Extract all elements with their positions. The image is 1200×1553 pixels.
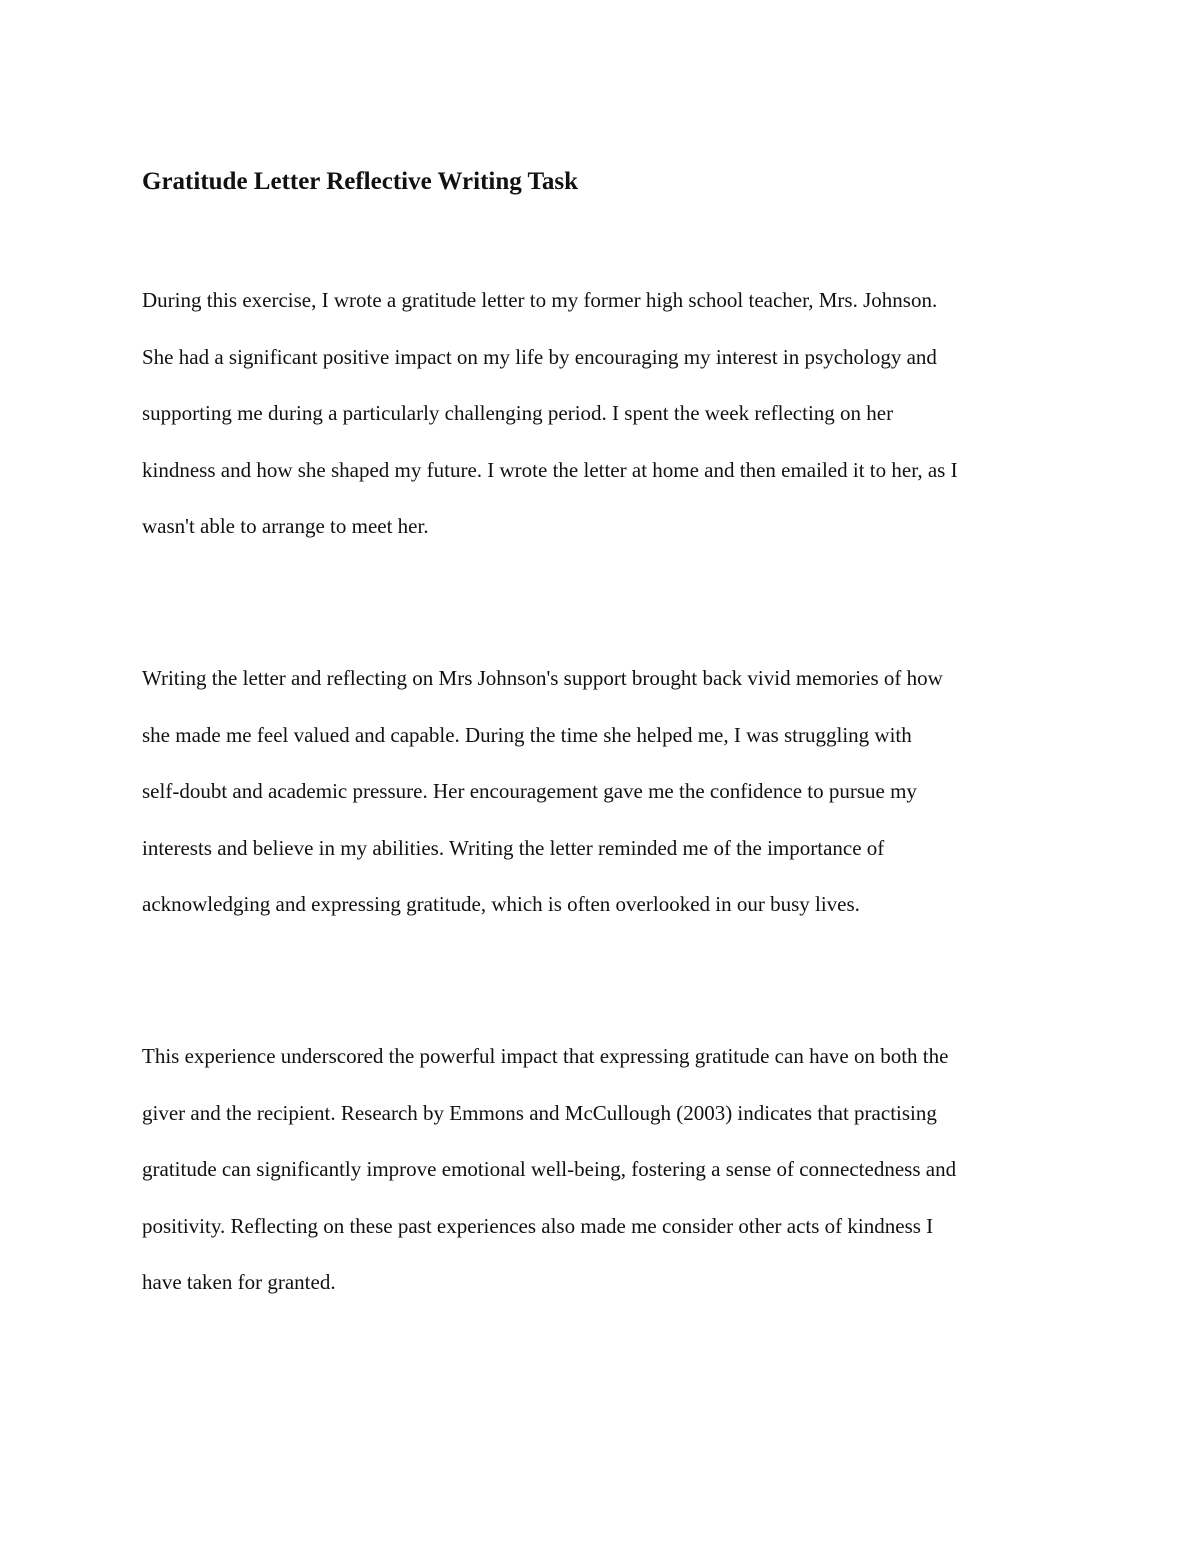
text-line: She had a significant positive impact on my life by encouraging my interest in psychology and — [142, 344, 937, 369]
text-line: gratitude can significantly improve emotional well-being, fostering a sense of connectedness and — [142, 1157, 957, 1181]
text-line: positivity. Reflecting on these past experiences also made me consider other acts of kindness I — [142, 1213, 934, 1238]
text-line: self-doubt and academic pressure. Her encouragement gave me the confidence to pursue my — [142, 779, 917, 803]
text-line: supporting me during a particularly challenging period. I spent the week reflecting on her — [142, 401, 894, 425]
text-line: During this exercise, I wrote a gratitude letter to my former high school teacher, Mrs. Johnson. — [142, 288, 938, 312]
text-line: giver and the recipient. Research by Emmons and McCullough (2003) indicates that practising — [142, 1100, 937, 1125]
text-line: This experience underscored the powerful impact that expressing gratitude can have on both the — [142, 1044, 949, 1068]
paragraph-1 — [142, 272, 1082, 555]
text-line: Writing the letter and reflecting on Mrs Johnson's support brought back vivid memories of how — [142, 666, 943, 690]
paragraph-3 — [142, 1028, 1082, 1311]
text-line: she made me feel valued and capable. During the time she helped me, I was struggling with — [142, 722, 912, 747]
text-line: interests and believe in my abilities. Writing the letter reminded me of the importance of — [142, 835, 885, 860]
text-line: have taken for granted. — [142, 1270, 336, 1294]
text-line: acknowledging and expressing gratitude, which is often overlooked in our busy lives. — [142, 892, 860, 916]
document-title: Gratitude Letter Reflective Writing Task — [142, 168, 579, 195]
paragraph-2 — [142, 650, 1082, 933]
text-line: wasn't able to arrange to meet her. — [142, 514, 429, 538]
text-line: kindness and how she shaped my future. I wrote the letter at home and then emailed it to her, as I — [142, 457, 958, 482]
